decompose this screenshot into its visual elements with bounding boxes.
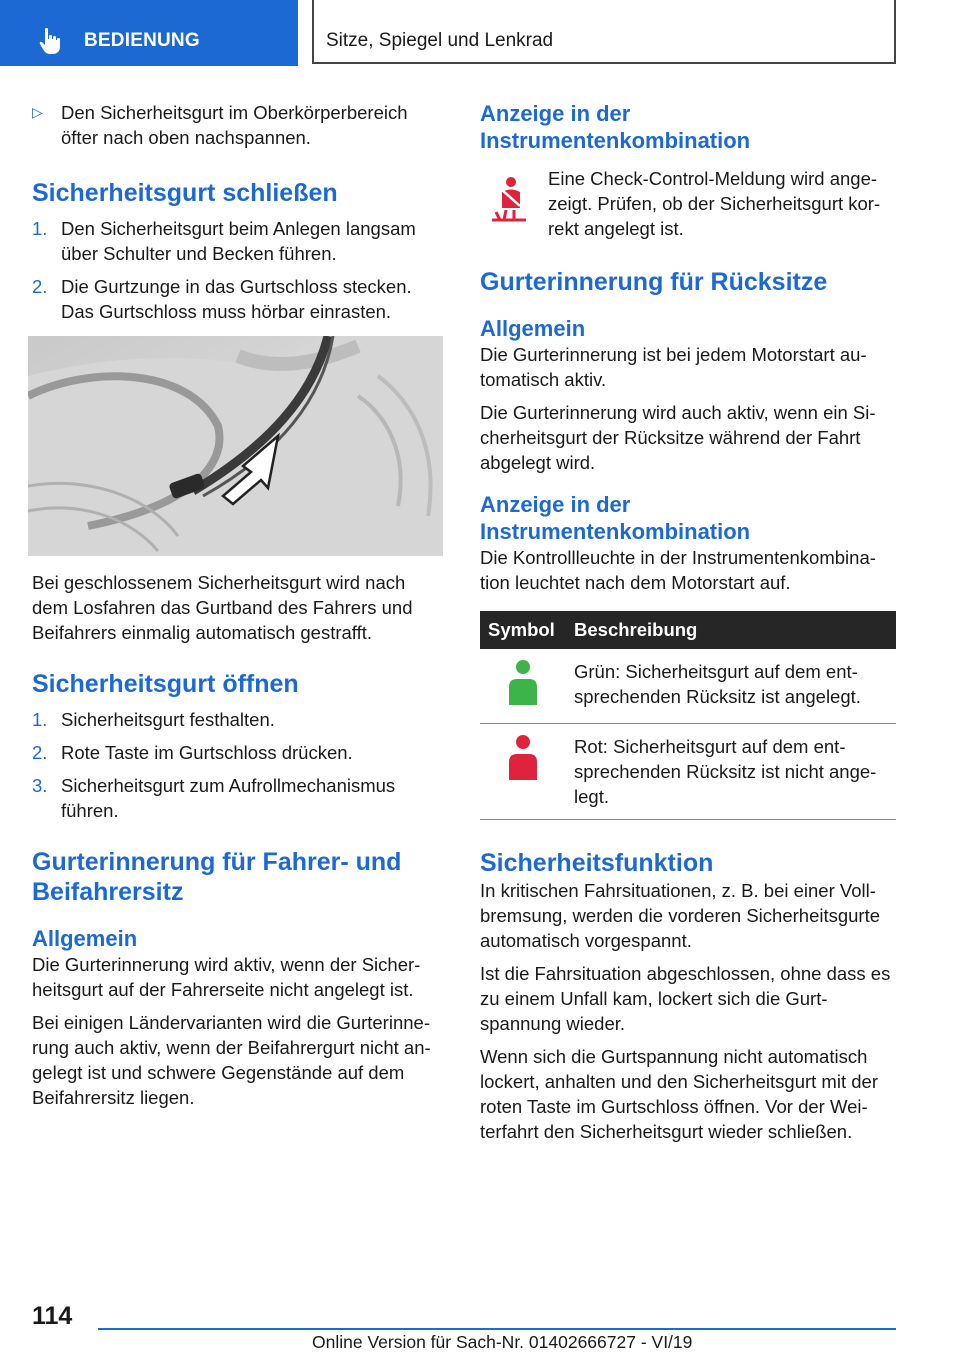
heading-reminder-front: Gurterinnerung für Fahrer- und Beifahrersitz — [32, 848, 402, 906]
subheading-general-front: Allgemein — [32, 926, 138, 951]
page-header — [0, 0, 960, 66]
seatbelt-buckle-photo — [28, 336, 443, 556]
left-column — [32, 100, 444, 1110]
safety-p2: Ist die Fahrsituation abgeschlossen, ohne dass es zu einem Unfall kam, lockert sich die Gurtspannung wieder. — [480, 963, 891, 1034]
reminder-rear-p1: Die Gurterinnerung ist bei jedem Motorstart automatisch aktiv. — [480, 344, 867, 390]
safety-p3: Wenn sich die Gurtspannung nicht automatisch lockert, anhalten und den Sicherheitsgurt mit der roten Taste im Gurtschloss öffnen. Vor der Weiterfahrt den Sicherheitsgurt wieder schließen. — [480, 1046, 878, 1142]
section-tab — [0, 0, 298, 66]
heading-display-2: Anzeige in der Instrumentenkombination — [480, 492, 751, 544]
table-row: Rot: Sicherheitsgurt auf dem entsprechenden Rücksitz ist nicht angelegt. — [480, 724, 896, 820]
list-item: 2. Rote Taste im Gurtschloss drücken. — [32, 742, 353, 763]
list-item: 3. Sicherheitsgurt zum Aufrollmechanismus führen. — [32, 775, 396, 821]
col-symbol-header: Symbol — [480, 611, 566, 649]
symbol-table — [480, 611, 896, 820]
green-person-icon — [506, 659, 540, 707]
display-1-text: Eine Check-Control-Meldung wird angezeigt. Prüfen, ob der Sicherheitsgurt korrekt angelegt ist. — [548, 168, 881, 239]
intro-bullet-list — [32, 100, 444, 150]
chapter-title: Sitze, Spiegel und Lenkrad — [326, 30, 554, 51]
reminder-rear-p2: Die Gurterinnerung wird auch aktiv, wenn ein Sicherheitsgurt der Rücksitze während der Fahrt abgelegt wird. — [480, 402, 876, 473]
heading-safety: Sicherheitsfunktion — [480, 849, 714, 877]
triangle-bullet-icon: ▷ — [32, 104, 43, 120]
right-column — [480, 100, 896, 1144]
safety-p1: In kritischen Fahrsituationen, z. B. bei einer Vollbremsung, werden die vorderen Sicherheitsgurte automatisch vorgespannt. — [480, 880, 881, 951]
subheading-general-rear: Allgemein — [480, 316, 586, 341]
col-desc-header: Beschreibung — [566, 611, 896, 649]
online-version-note: Online Version für Sach-Nr. 01402666727 - VI/19 — [312, 1332, 693, 1352]
fasten-steps — [32, 216, 444, 324]
table-header-row — [480, 611, 896, 649]
display-1-row — [480, 166, 896, 241]
fasten-note: Bei geschlossenem Sicherheitsgurt wird nach dem Losfahren das Gurtband des Fahrers und Beifahrers einmalig automatisch gestrafft. — [32, 572, 413, 643]
red-person-icon — [506, 734, 540, 782]
list-item: 1. Sicherheitsgurt festhalten. — [32, 709, 275, 730]
list-item: 2. Die Gurtzunge in das Gurtschloss stecken. Das Gurtschloss muss hörbar einrasten. — [32, 276, 412, 322]
table-row: Grün: Sicherheitsgurt auf dem entsprechenden Rücksitz ist angelegt. — [480, 649, 896, 724]
display-2-text: Die Kontrollleuchte in der Instrumentenkombination leuchtet nach dem Motorstart auf. — [480, 547, 876, 593]
footer-divider — [98, 1328, 896, 1330]
open-steps — [32, 707, 444, 823]
reminder-front-p1: Die Gurterinnerung wird aktiv, wenn der Sicherheitsgurt auf der Fahrerseite nicht angelegt ist. — [32, 954, 421, 1000]
heading-display-1: Anzeige in der Instrumentenkombination — [480, 101, 751, 153]
hand-pointer-icon — [38, 27, 64, 55]
seatbelt-warning-icon — [488, 176, 530, 222]
section-label: BEDIENUNG — [84, 30, 200, 51]
seatbelt-photo-illustration — [28, 336, 443, 556]
heading-fasten: Sicherheitsgurt schließen — [32, 179, 338, 207]
page-number: 114 — [32, 1302, 73, 1330]
list-item: 1. Den Sicherheitsgurt beim Anlegen langsam über Schulter und Becken führen. — [32, 218, 416, 264]
reminder-front-p2: Bei einigen Ländervarianten wird die Gurterinnerung auch aktiv, wenn der Beifahrergurt nicht angelegt ist und schwere Gegenstände auf dem Beifahrersitz liegen. — [32, 1012, 431, 1108]
list-item: ▷ Den Sicherheitsgurt im Oberkörperbereich öfter nach oben nachspannen. — [32, 102, 408, 148]
chapter-box — [312, 0, 896, 64]
heading-open: Sicherheitsgurt öffnen — [32, 670, 299, 698]
heading-reminder-rear: Gurterinnerung für Rücksitze — [480, 268, 828, 296]
